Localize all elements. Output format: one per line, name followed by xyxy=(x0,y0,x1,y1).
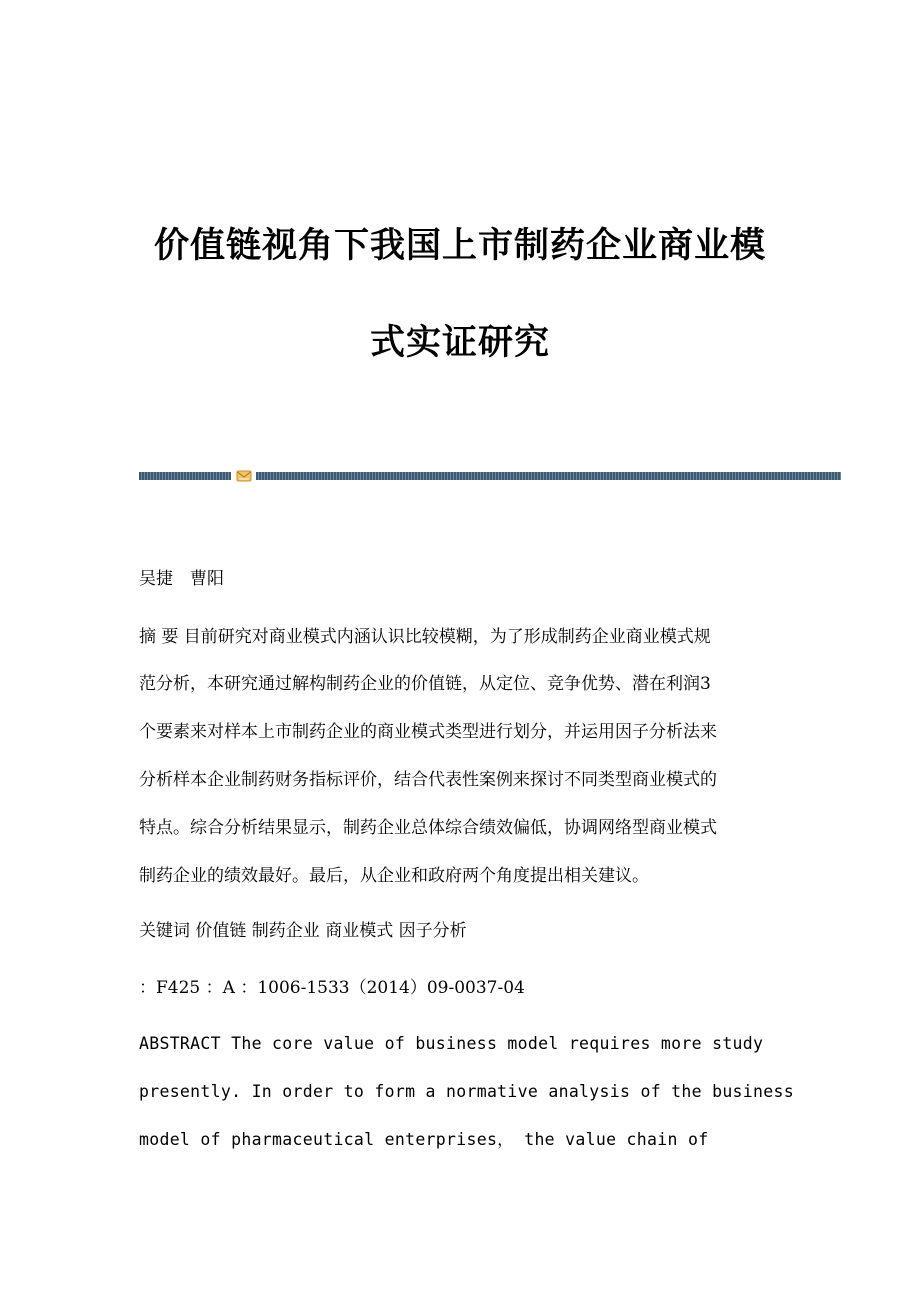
keywords: 关键词 价值链 制药企业 商业模式 因子分析 xyxy=(139,921,467,941)
abstract-en-line: ABSTRACT The core value of business model requires more study xyxy=(139,1034,764,1053)
abstract-cn-line: 范分析，本研究通过解构制药企业的价值链，从定位、竞争优势、潜在利润3 xyxy=(139,674,711,694)
title-divider xyxy=(139,470,841,482)
divider-bar-left xyxy=(139,472,231,480)
authors: 吴捷 曹阳 xyxy=(139,569,224,589)
abstract-cn-line: 制药企业的绩效最好。最后，从企业和政府两个角度提出相关建议。 xyxy=(139,866,649,886)
envelope-ornament-icon xyxy=(236,470,252,482)
abstract-cn-line: 分析样本企业制药财务指标评价，结合代表性案例来探讨不同类型商业模式的 xyxy=(139,770,717,790)
title-line-2: 式实证研究 xyxy=(369,323,550,363)
abstract-cn-line: 摘 要 目前研究对商业模式内涵认识比较模糊，为了形成制药企业商业模式规 xyxy=(139,627,711,647)
abstract-en-line: model of pharmaceutical enterprises， the value chain of xyxy=(139,1130,709,1149)
abstract-cn-line: 个要素来对样本上市制药企业的商业模式类型进行划分，并运用因子分析法来 xyxy=(139,722,717,742)
abstract-cn-line: 特点。综合分析结果显示，制药企业总体综合绩效偏低，协调网络型商业模式 xyxy=(139,818,717,838)
classification-codes: ：F425 ：A ：1006-1533（2014）09-0037-04 xyxy=(139,978,525,998)
divider-bar-right xyxy=(256,472,841,480)
abstract-en-line: presently. In order to form a normative analysis of the business xyxy=(139,1082,794,1101)
title-line-1: 价值链视角下我国上市制药企业商业模 xyxy=(153,226,766,266)
